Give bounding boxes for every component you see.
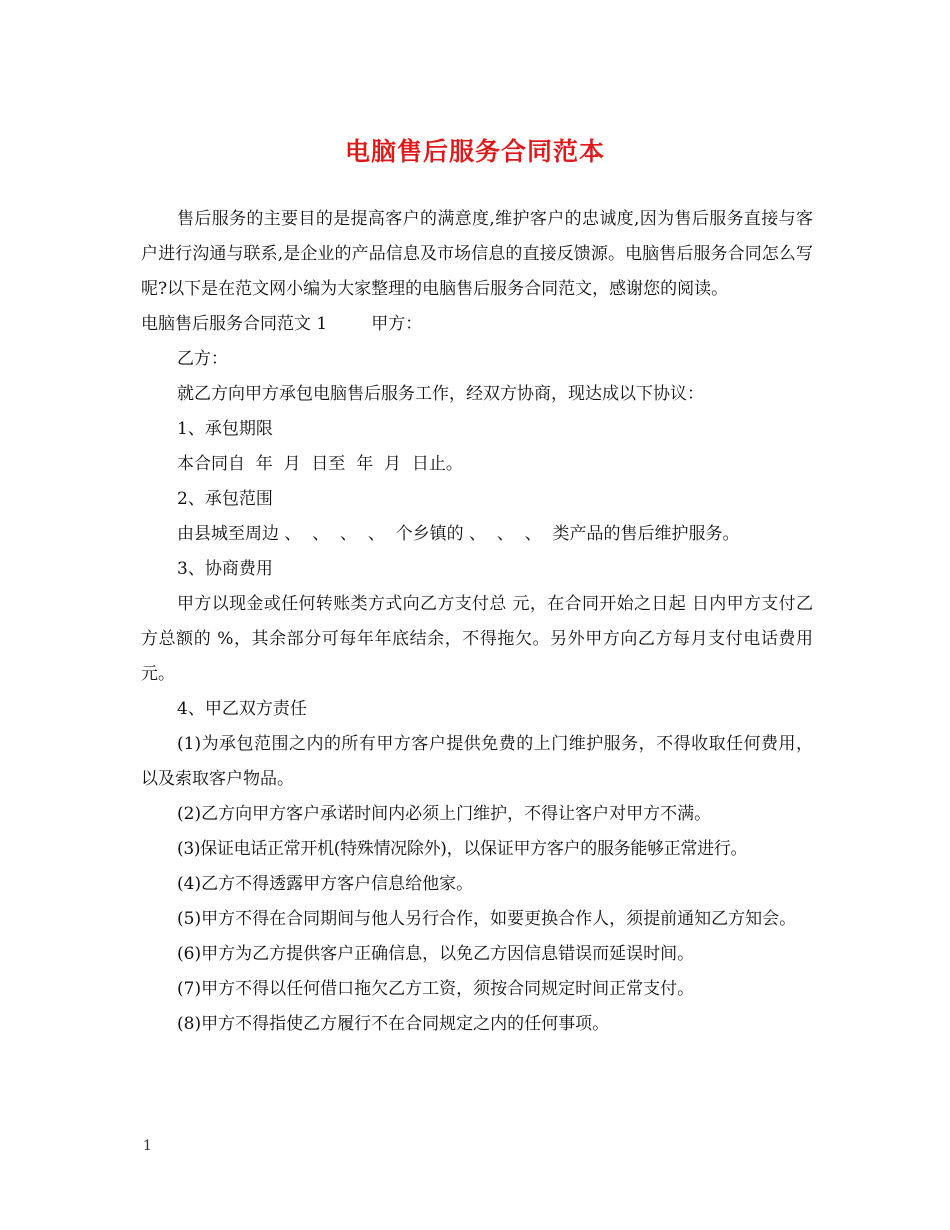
clause-7: (7)甲方不得以任何借口拖欠乙方工资，须按合同规定时间正常支付。 — [177, 979, 695, 999]
intro-paragraph: 售后服务的主要目的是提高客户的满意度,维护客户的忠诚度,因为售后服务直接与客户进行沟通与联系,是企业的产品信息及市场信息的直接反馈源。电脑售后服务合同怎么写呢?以下是在范文网小编为大家整理的电脑售后服务合同范文，感谢您的阅读。 — [141, 209, 813, 299]
party-a-label: 甲方： — [371, 314, 423, 334]
party-b-label: 乙方： — [177, 349, 228, 369]
section-3-heading: 3、协商费用 — [177, 559, 273, 579]
clause-2: (2)乙方向甲方客户承诺时间内必须上门维护，不得让客户对甲方不满。 — [177, 804, 712, 824]
clause-6: (6)甲方为乙方提供客户正确信息，以免乙方因信息错误而延误时间。 — [177, 944, 695, 964]
section-1-text: 本合同自 年 月 日至 年 月 日止。 — [177, 454, 463, 474]
document-title: 电脑售后服务合同范本 — [344, 137, 605, 166]
section-2-text: 由县城至周边 、 、 、 、 个乡镇的 、 、 、 类产品的售后维护服务。 — [177, 524, 740, 544]
document-body — [141, 202, 813, 1042]
section-2-heading: 2、承包范围 — [177, 489, 273, 509]
clause-1: (1)为承包范围之内的所有甲方客户提供免费的上门维护服务，不得收取任何费用，以及索取客户物品。 — [141, 734, 813, 789]
clause-3: (3)保证电话正常开机(特殊情况除外)，以保证甲方客户的服务能够正常进行。 — [177, 839, 748, 859]
section-3-text: 甲方以现金或任何转账类方式向乙方支付总 元，在合同开始之日起 日内甲方支付乙方总额的 %，其余部分可每年年底结余，不得拖欠。另外甲方向乙方每月支付电话费用 元。 — [141, 594, 813, 684]
section-1-heading: 1、承包期限 — [177, 419, 273, 439]
page-number: 1 — [143, 1138, 152, 1154]
clause-8: (8)甲方不得指使乙方履行不在合同规定之内的任何事项。 — [177, 1014, 610, 1034]
clause-5: (5)甲方不得在合同期间与他人另行合作，如要更换合作人，须提前通知乙方知会。 — [177, 909, 797, 929]
sample-heading: 电脑售后服务合同范文 1 — [141, 314, 328, 334]
section-4-heading: 4、甲乙双方责任 — [177, 699, 307, 719]
sample-heading-line — [141, 307, 813, 342]
clause-4: (4)乙方不得透露甲方客户信息给他家。 — [177, 874, 474, 894]
agreement-intro: 就乙方向甲方承包电脑售后服务工作，经双方协商，现达成以下协议： — [177, 384, 704, 404]
